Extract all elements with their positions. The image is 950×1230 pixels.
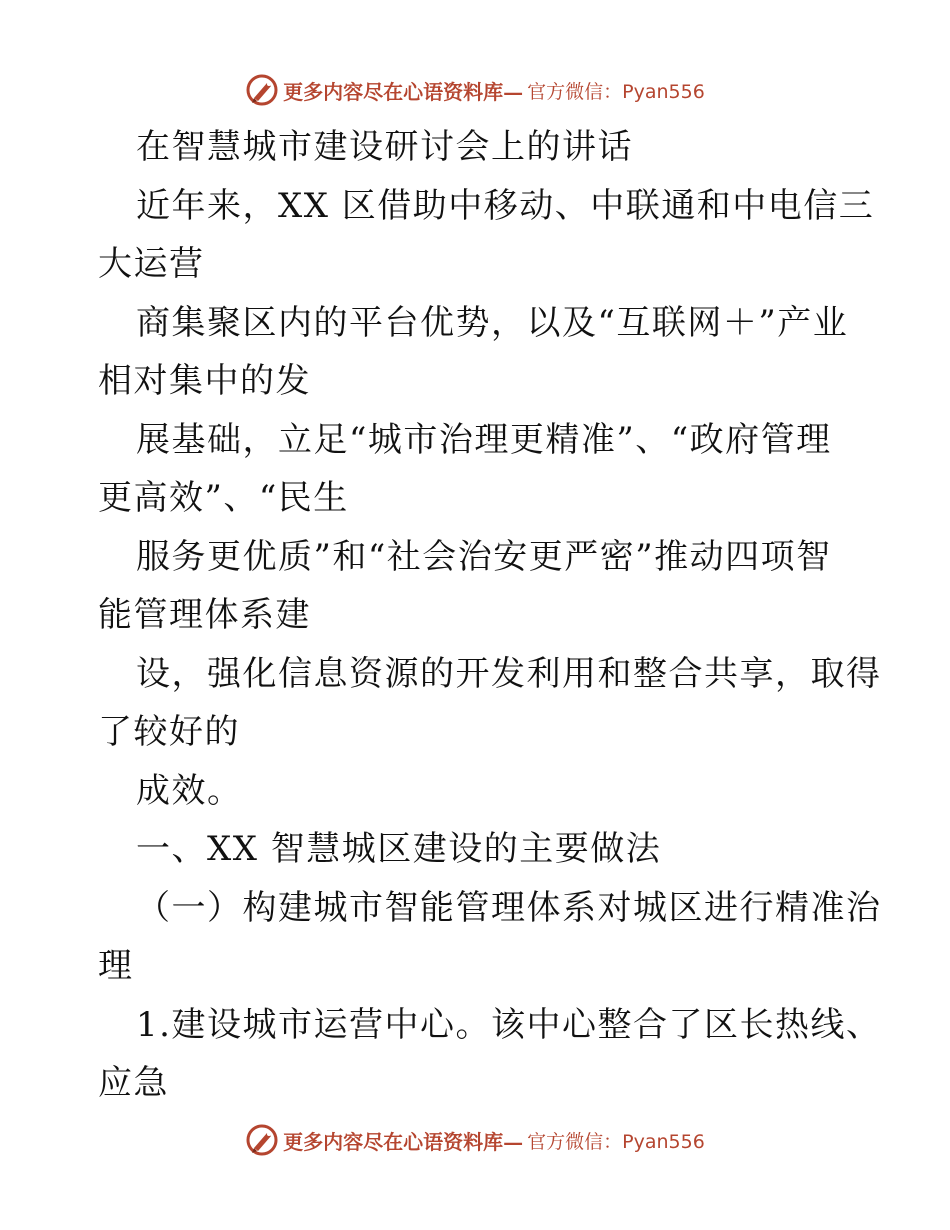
header-banner <box>0 70 950 110</box>
banner-text: 更多内容尽在心语资料库— <box>283 1129 524 1154</box>
doc-line: 在智慧城市建设研讨会上的讲话 <box>136 127 633 167</box>
doc-line: 能管理体系建 <box>98 595 311 635</box>
banner-text: 更多内容尽在心语资料库— <box>283 79 524 104</box>
doc-line: 理 <box>98 946 134 986</box>
footer-banner <box>0 1120 950 1160</box>
doc-line: 相对集中的发 <box>98 361 311 401</box>
banner-contact: 官方微信：Pyan556 <box>527 80 705 103</box>
doc-line: 展基础，立足“城市治理更精准”、“政府管理 <box>136 419 832 460</box>
doc-line: 近年来，XX 区借助中移动、中联通和中电信三 <box>136 185 875 226</box>
doc-line: 服务更优质”和“社会治安更严密”推动四项智 <box>136 536 832 577</box>
pen-logo-icon <box>245 73 279 107</box>
pen-logo-icon <box>245 1123 279 1157</box>
doc-line: 应急 <box>98 1063 169 1103</box>
doc-line: 更高效”、“民生 <box>98 478 349 518</box>
document-body <box>98 118 882 1113</box>
doc-line: 1.建设城市运营中心。该中心整合了区长热线、 <box>136 1004 882 1045</box>
doc-line: 大运营 <box>98 244 205 284</box>
doc-line: 一、XX 智慧城区建设的主要做法 <box>136 829 662 869</box>
doc-line: （一）构建城市智能管理体系对城区进行精准治 <box>136 887 882 928</box>
doc-line: 商集聚区内的平台优势，以及“互联网＋”产业 <box>136 302 849 343</box>
doc-line: 设，强化信息资源的开发利用和整合共享，取得 <box>136 653 882 694</box>
doc-line: 成效。 <box>136 770 243 811</box>
banner-contact: 官方微信：Pyan556 <box>527 1130 705 1153</box>
doc-line: 了较好的 <box>98 712 240 752</box>
